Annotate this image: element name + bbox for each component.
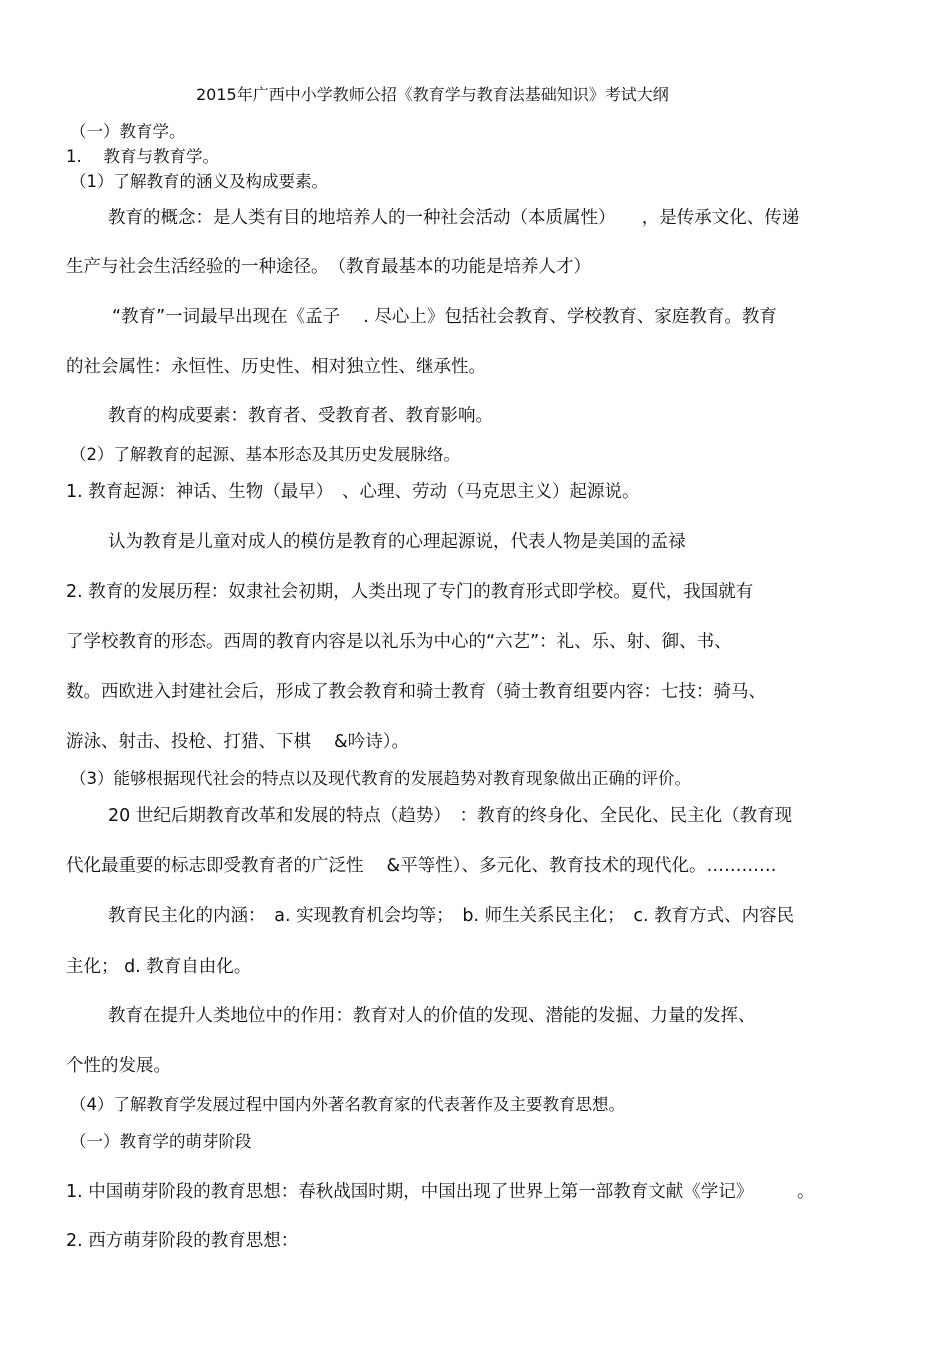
- text-line-1: （一）教育学。: [70, 122, 186, 141]
- text-line-21: 教育在提升人类地位中的作用：教育对人的价值的发现、潜能的发掘、力量的发挥、: [108, 1006, 756, 1026]
- text-line-2: 1. 教育与教育学。: [66, 147, 219, 166]
- text-line-18: 代化最重要的标志即受教育者的广泛性 &平等性）、多元化、教育技术的现代化。…………: [66, 856, 777, 876]
- text-line-22: 个性的发展。: [66, 1056, 171, 1076]
- text-line-26: 2. 西方萌芽阶段的教育思想：: [66, 1231, 299, 1251]
- text-line-10: 1. 教育起源：神话、生物（最早） 、心理、劳动（马克思主义）起源说。: [66, 482, 640, 502]
- text-line-17: 20 世纪后期教育改革和发展的特点（趋势） ：教育的终身化、全民化、民主化（教育现: [108, 806, 793, 826]
- text-line-7: 的社会属性：永恒性、历史性、相对独立性、继承性。: [66, 357, 486, 377]
- text-line-12: 2. 教育的发展历程：奴隶社会初期，人类出现了专门的教育形式即学校。夏代，我国就有: [66, 582, 754, 602]
- text-line-25: 1. 中国萌芽阶段的教育思想：春秋战国时期，中国出现了世界上第一部教育文献《学记》 。: [66, 1182, 815, 1202]
- text-line-9: （2）了解教育的起源、基本形态及其历史发展脉络。: [70, 445, 460, 464]
- text-line-23: （4）了解教育学发展过程中国内外著名教育家的代表著作及主要教育思想。: [70, 1095, 625, 1114]
- text-line-11: 认为教育是儿童对成人的模仿是教育的心理起源说，代表人物是美国的孟禄: [108, 532, 686, 552]
- text-line-4: 教育的概念：是人类有目的地培养人的一种社会活动（本质属性） ，是传承文化、传递: [108, 208, 800, 228]
- text-line-15: 游泳、射击、投枪、打猎、下棋 &吟诗）。: [66, 732, 409, 752]
- text-line-5: 生产与社会生活经验的一种途径。 （教育最基本的功能是培养人才）: [66, 257, 591, 277]
- document-title: 2015年广西中小学教师公招《教育学与教育法基础知识》考试大纲: [196, 85, 669, 104]
- text-line-3: （1）了解教育的涵义及构成要素。: [70, 172, 328, 191]
- text-line-24: （一）教育学的萌芽阶段: [70, 1132, 252, 1151]
- text-line-19: 教育民主化的内涵： a. 实现教育机会均等； b. 师生关系民主化； c. 教育方式、内容民: [108, 906, 795, 926]
- text-line-16: （3）能够根据现代社会的特点以及现代教育的发展趋势对教育现象做出正确的评价。: [70, 769, 691, 788]
- text-line-13: 了学校教育的形态。西周的教育内容是以礼乐为中心的“六艺”：礼、乐、射、御、书、: [66, 632, 732, 652]
- text-line-8: 教育的构成要素：教育者、受教育者、教育影响。: [108, 406, 493, 426]
- text-line-6: “教育”一词最早出现在《孟子 . 尽心上》包括社会教育、学校教育、家庭教育。教育: [112, 307, 777, 327]
- text-line-14: 数。西欧进入封建社会后，形成了教会教育和骑士教育（骑士教育组要内容：七技：骑马、: [66, 682, 766, 702]
- text-line-20: 主化； d. 教育自由化。: [66, 957, 252, 977]
